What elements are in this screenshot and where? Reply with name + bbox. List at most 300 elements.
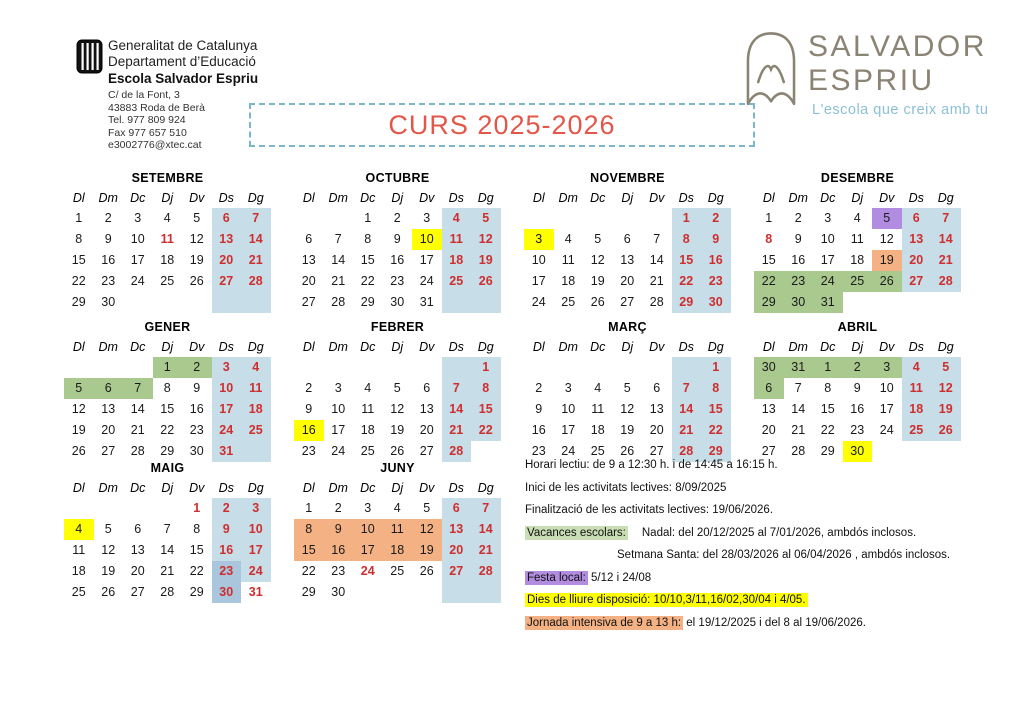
month-calendar-juny xyxy=(294,461,501,603)
day-cell xyxy=(64,498,94,519)
day-cell: 5 xyxy=(104,522,112,536)
day-cell: 16 xyxy=(390,253,405,267)
day-cell xyxy=(843,292,873,313)
day-cell: 30 xyxy=(101,295,116,309)
day-cell: 10 xyxy=(130,232,145,246)
month-title: GENER xyxy=(144,320,191,334)
day-cell: 26 xyxy=(872,271,902,292)
day-cell: 14 xyxy=(471,519,501,540)
day-cell: 23 xyxy=(301,444,316,458)
day-cell: 13 xyxy=(442,519,472,540)
day-cell: 8 xyxy=(672,229,702,250)
day-cell: 23 xyxy=(850,423,865,437)
day-cell: 10 xyxy=(331,402,346,416)
day-cell xyxy=(471,292,501,313)
day-cell: 26 xyxy=(620,444,635,458)
school-name: Escola Salvador Espriu xyxy=(108,71,259,86)
day-cell: 19 xyxy=(471,250,501,271)
day-of-week-header: Dm xyxy=(98,481,118,495)
day-cell: 4 xyxy=(902,357,932,378)
day-cell xyxy=(471,441,501,462)
day-cell: 24 xyxy=(360,564,375,578)
day-of-week-header: Dg xyxy=(247,191,264,205)
month-calendar-novembre xyxy=(524,171,731,313)
day-cell: 21 xyxy=(331,274,346,288)
day-cell: 17 xyxy=(419,253,434,267)
day-cell: 18 xyxy=(360,423,375,437)
day-cell: 17 xyxy=(241,540,271,561)
day-of-week-header: Ds xyxy=(218,340,234,354)
day-cell: 5 xyxy=(393,381,401,395)
day-cell: 19 xyxy=(189,253,204,267)
day-cell: 30 xyxy=(784,292,814,313)
day-cell: 19 xyxy=(872,250,902,271)
day-cell: 27 xyxy=(620,295,635,309)
day-cell xyxy=(182,292,212,313)
day-cell: 9 xyxy=(193,381,201,395)
month-calendar-abril xyxy=(754,320,961,462)
day-of-week-header: Dg xyxy=(477,481,494,495)
day-of-week-header: Dl xyxy=(762,340,775,354)
day-cell: 3 xyxy=(334,381,342,395)
day-of-week-header: Dl xyxy=(72,340,85,354)
day-of-week-header: Dg xyxy=(707,191,724,205)
legend-text: Inici de les activitats lectives: 8/09/2025 xyxy=(525,481,727,494)
day-of-week-header: Dg xyxy=(707,340,724,354)
day-cell xyxy=(123,357,153,378)
day-of-week-header: Dc xyxy=(360,191,376,205)
day-cell: 20 xyxy=(442,540,472,561)
day-cell: 6 xyxy=(212,208,242,229)
month-calendar-setembre xyxy=(64,171,271,313)
day-cell: 21 xyxy=(931,250,961,271)
day-cell: 4 xyxy=(64,519,94,540)
day-cell: 22 xyxy=(71,274,86,288)
day-of-week-header: Dv xyxy=(649,191,665,205)
day-cell: 29 xyxy=(301,585,316,599)
day-cell: 5 xyxy=(193,211,201,225)
day-cell: 12 xyxy=(879,232,894,246)
day-cell: 12 xyxy=(620,402,635,416)
day-cell: 13 xyxy=(902,229,932,250)
day-cell: 6 xyxy=(94,378,124,399)
day-cell: 24 xyxy=(130,274,145,288)
day-cell: 23 xyxy=(189,423,204,437)
day-cell: 7 xyxy=(471,498,501,519)
address-email: e3002776@xtec.cat xyxy=(108,139,202,151)
day-of-week-header: Dm xyxy=(558,340,578,354)
day-cell: 22 xyxy=(672,271,702,292)
day-cell: 26 xyxy=(471,271,501,292)
day-cell xyxy=(524,208,554,229)
day-cell: 10 xyxy=(212,378,242,399)
day-cell: 15 xyxy=(160,402,175,416)
course-title-box xyxy=(249,103,755,147)
day-cell: 17 xyxy=(212,399,242,420)
day-cell: 23 xyxy=(212,561,242,582)
day-cell: 8 xyxy=(701,378,731,399)
day-cell: 11 xyxy=(902,378,932,399)
day-cell xyxy=(153,292,183,313)
day-cell: 3 xyxy=(212,357,242,378)
day-cell: 3 xyxy=(241,498,271,519)
legend-text: Horari lectiu: de 9 a 12:30 h. i de 14:45 a 16:15 h. xyxy=(525,459,778,471)
day-cell: 1 xyxy=(75,211,83,225)
day-cell: 22 xyxy=(301,564,316,578)
day-cell xyxy=(931,292,961,313)
legend-highlight: Vacances escolars: xyxy=(527,526,626,539)
day-cell: 1 xyxy=(364,211,372,225)
day-cell: 9 xyxy=(853,381,861,395)
day-cell xyxy=(554,208,584,229)
day-cell: 2 xyxy=(393,211,401,225)
day-cell: 19 xyxy=(412,540,442,561)
day-of-week-header: Dl xyxy=(72,191,85,205)
month-grid xyxy=(524,337,731,462)
day-cell: 14 xyxy=(672,399,702,420)
day-of-week-header: Dc xyxy=(590,340,606,354)
month-title: SETEMBRE xyxy=(131,171,204,185)
day-cell: 1 xyxy=(153,357,183,378)
day-cell: 27 xyxy=(130,585,145,599)
day-cell: 3 xyxy=(524,229,554,250)
day-cell: 30 xyxy=(843,441,873,462)
day-cell: 28 xyxy=(442,441,472,462)
org-name: Generalitat de Catalunya xyxy=(108,38,258,53)
day-cell: 18 xyxy=(902,399,932,420)
legend-text: Finalització de les activitats lectives: 19/06/2026. xyxy=(525,504,774,516)
day-cell: 11 xyxy=(442,229,472,250)
month-title: ABRIL xyxy=(837,320,878,334)
day-cell: 16 xyxy=(701,250,731,271)
day-cell: 31 xyxy=(419,295,434,309)
day-cell xyxy=(613,357,643,378)
day-cell: 11 xyxy=(561,253,575,267)
day-cell: 22 xyxy=(820,423,835,437)
day-cell: 22 xyxy=(471,420,501,441)
day-cell: 17 xyxy=(561,423,576,437)
day-cell: 26 xyxy=(390,444,405,458)
day-cell: 29 xyxy=(189,585,204,599)
day-of-week-header: Dc xyxy=(130,191,146,205)
day-cell: 2 xyxy=(334,501,342,515)
address-tel: Tel. 977 809 924 xyxy=(108,114,186,126)
day-cell: 11 xyxy=(160,232,174,246)
month-title: DESEMBRE xyxy=(820,171,895,185)
day-of-week-header: Dj xyxy=(621,340,634,354)
day-cell: 24 xyxy=(531,295,546,309)
day-cell: 24 xyxy=(212,420,242,441)
day-cell: 18 xyxy=(160,253,175,267)
day-cell xyxy=(123,292,153,313)
day-cell: 10 xyxy=(561,402,576,416)
day-cell: 20 xyxy=(130,564,145,578)
day-of-week-header: Dm xyxy=(328,481,348,495)
day-cell: 9 xyxy=(794,232,802,246)
day-cell: 21 xyxy=(130,423,145,437)
day-cell: 10 xyxy=(531,253,546,267)
day-cell: 9 xyxy=(212,519,242,540)
month-calendar-febrer xyxy=(294,320,501,462)
day-cell: 2 xyxy=(535,381,543,395)
day-cell: 28 xyxy=(931,271,961,292)
day-cell: 16 xyxy=(212,540,242,561)
day-cell: 4 xyxy=(241,357,271,378)
day-of-week-header: Dv xyxy=(189,340,205,354)
day-cell: 14 xyxy=(331,253,346,267)
day-cell: 26 xyxy=(931,420,961,441)
day-cell: 15 xyxy=(71,253,86,267)
day-cell: 7 xyxy=(123,378,153,399)
month-title: MARÇ xyxy=(608,320,647,334)
day-cell: 23 xyxy=(531,444,546,458)
day-of-week-header: Dm xyxy=(788,191,808,205)
day-of-week-header: Dl xyxy=(762,191,775,205)
day-cell: 13 xyxy=(620,253,635,267)
day-cell xyxy=(471,582,501,603)
day-cell: 9 xyxy=(535,402,543,416)
day-cell: 20 xyxy=(419,423,434,437)
day-cell xyxy=(324,208,354,229)
day-cell: 27 xyxy=(761,444,776,458)
day-cell: 22 xyxy=(701,420,731,441)
day-cell: 30 xyxy=(189,444,204,458)
day-cell: 21 xyxy=(471,540,501,561)
day-cell: 2 xyxy=(104,211,112,225)
day-of-week-header: Dm xyxy=(98,340,118,354)
legend xyxy=(525,459,985,639)
day-cell: 11 xyxy=(591,402,605,416)
day-cell: 27 xyxy=(101,444,116,458)
day-cell: 15 xyxy=(672,250,702,271)
day-cell: 25 xyxy=(390,564,405,578)
legend-text: Nadal: del 20/12/2025 al 7/01/2026, ambdós inclosos. xyxy=(641,526,917,539)
day-cell: 20 xyxy=(902,250,932,271)
day-cell: 18 xyxy=(442,250,472,271)
day-of-week-header: Dg xyxy=(477,191,494,205)
day-of-week-header: Dl xyxy=(302,191,315,205)
day-cell: 17 xyxy=(353,540,383,561)
day-cell: 22 xyxy=(189,564,204,578)
day-of-week-header: Dv xyxy=(419,340,435,354)
day-cell: 16 xyxy=(531,423,546,437)
day-cell xyxy=(241,441,271,462)
day-of-week-header: Dl xyxy=(302,340,315,354)
day-cell: 3 xyxy=(134,211,142,225)
day-cell: 19 xyxy=(71,423,86,437)
day-cell: 27 xyxy=(301,295,316,309)
day-cell: 4 xyxy=(594,381,602,395)
day-cell: 6 xyxy=(305,232,313,246)
day-cell: 18 xyxy=(241,399,271,420)
legend-text: Setmana Santa: del 28/03/2026 al 06/04/2026 , ambdós inclosos. xyxy=(617,549,951,561)
day-cell: 12 xyxy=(931,378,961,399)
generalitat-seal-icon xyxy=(76,39,103,79)
day-cell: 29 xyxy=(754,292,784,313)
day-cell: 6 xyxy=(134,522,142,536)
day-cell: 29 xyxy=(701,441,731,462)
day-cell xyxy=(94,498,124,519)
month-calendar-octubre xyxy=(294,171,501,313)
day-cell xyxy=(642,208,672,229)
day-cell xyxy=(583,208,613,229)
day-cell: 29 xyxy=(672,292,702,313)
day-cell: 26 xyxy=(419,564,434,578)
day-of-week-header: Dg xyxy=(937,191,954,205)
day-cell: 27 xyxy=(902,271,932,292)
day-cell: 5 xyxy=(931,357,961,378)
day-of-week-header: Dj xyxy=(391,481,404,495)
legend-line xyxy=(525,572,985,585)
day-of-week-header: Dv xyxy=(649,340,665,354)
day-cell: 15 xyxy=(820,402,835,416)
day-cell: 25 xyxy=(241,420,271,441)
day-of-week-header: Dm xyxy=(328,340,348,354)
day-cell: 29 xyxy=(160,444,175,458)
month-calendar-marc xyxy=(524,320,731,462)
day-of-week-header: Dc xyxy=(820,191,836,205)
day-cell xyxy=(294,357,324,378)
legend-line xyxy=(525,504,985,517)
brand-tagline: L'escola que creix amb tu xyxy=(812,102,989,118)
day-cell: 14 xyxy=(931,229,961,250)
school-logo-icon xyxy=(739,28,803,113)
legend-line xyxy=(525,527,985,540)
day-cell: 8 xyxy=(193,522,201,536)
day-cell: 11 xyxy=(850,232,864,246)
day-cell xyxy=(324,357,354,378)
day-cell: 8 xyxy=(163,381,171,395)
day-cell: 25 xyxy=(360,444,375,458)
day-cell: 7 xyxy=(794,381,802,395)
day-of-week-header: Dv xyxy=(419,481,435,495)
day-cell: 29 xyxy=(820,444,835,458)
day-cell: 9 xyxy=(104,232,112,246)
month-calendar-maig xyxy=(64,461,271,603)
day-cell: 2 xyxy=(701,208,731,229)
day-cell xyxy=(524,357,554,378)
month-grid xyxy=(294,337,501,462)
day-of-week-header: Dv xyxy=(189,481,205,495)
day-cell: 11 xyxy=(72,543,86,557)
day-cell: 3 xyxy=(364,501,372,515)
day-of-week-header: Dm xyxy=(328,191,348,205)
day-cell xyxy=(353,582,383,603)
day-cell: 7 xyxy=(163,522,171,536)
day-cell: 16 xyxy=(791,253,806,267)
day-cell: 1 xyxy=(813,357,843,378)
day-cell: 16 xyxy=(850,402,865,416)
day-of-week-header: Dj xyxy=(391,191,404,205)
day-cell: 4 xyxy=(364,381,372,395)
day-cell: 30 xyxy=(754,357,784,378)
day-of-week-header: Dj xyxy=(851,191,864,205)
day-cell: 15 xyxy=(294,540,324,561)
day-cell: 17 xyxy=(331,423,346,437)
day-of-week-header: Dj xyxy=(161,481,174,495)
day-cell: 1 xyxy=(305,501,313,515)
day-of-week-header: Dj xyxy=(161,340,174,354)
day-cell: 25 xyxy=(442,271,472,292)
month-title: OCTUBRE xyxy=(365,171,430,185)
day-cell: 9 xyxy=(701,229,731,250)
day-cell: 9 xyxy=(324,519,354,540)
day-cell xyxy=(412,582,442,603)
day-cell: 4 xyxy=(853,211,861,225)
day-of-week-header: Ds xyxy=(448,340,464,354)
day-cell: 2 xyxy=(305,381,313,395)
legend-text: el 19/12/2025 i del 8 al 19/06/2026. xyxy=(683,616,866,629)
day-cell: 6 xyxy=(442,498,472,519)
day-cell xyxy=(442,582,472,603)
day-cell xyxy=(241,292,271,313)
day-cell: 17 xyxy=(820,253,835,267)
month-title: JUNY xyxy=(380,461,415,475)
day-cell: 2 xyxy=(843,357,873,378)
day-cell: 27 xyxy=(212,271,242,292)
day-cell: 23 xyxy=(784,271,814,292)
legend-line xyxy=(525,482,985,495)
day-cell: 1 xyxy=(193,501,201,515)
day-cell: 9 xyxy=(393,232,401,246)
day-cell: 18 xyxy=(561,274,576,288)
day-cell: 19 xyxy=(620,423,635,437)
day-cell: 25 xyxy=(561,295,576,309)
legend-line xyxy=(525,549,985,562)
day-cell: 14 xyxy=(649,253,664,267)
day-of-week-header: Dg xyxy=(477,340,494,354)
day-cell: 16 xyxy=(324,540,354,561)
day-cell: 29 xyxy=(71,295,86,309)
day-of-week-header: Dm xyxy=(788,340,808,354)
month-title: NOVEMBRE xyxy=(590,171,665,185)
day-of-week-header: Dv xyxy=(879,340,895,354)
day-cell: 5 xyxy=(623,381,631,395)
day-cell: 17 xyxy=(531,274,546,288)
day-cell: 7 xyxy=(241,208,271,229)
day-cell: 26 xyxy=(189,274,204,288)
month-calendar-desembre xyxy=(754,171,961,313)
day-cell: 11 xyxy=(383,519,413,540)
month-title: FEBRER xyxy=(370,320,425,334)
month-grid xyxy=(294,478,501,603)
day-cell: 13 xyxy=(212,229,242,250)
day-cell: 12 xyxy=(71,402,86,416)
day-of-week-header: Dc xyxy=(590,191,606,205)
day-cell: 19 xyxy=(390,423,405,437)
address-fax: Fax 977 657 510 xyxy=(108,126,187,139)
legend-highlight: Dies de lliure disposició: 10/10,3/11,16/02,30/04 i 4/05. xyxy=(527,594,806,606)
day-cell: 28 xyxy=(130,444,145,458)
day-cell: 5 xyxy=(64,378,94,399)
day-cell: 19 xyxy=(590,274,605,288)
day-cell: 1 xyxy=(765,211,773,225)
month-grid xyxy=(754,337,961,462)
day-cell: 24 xyxy=(561,444,576,458)
day-cell: 2 xyxy=(182,357,212,378)
day-cell: 7 xyxy=(672,378,702,399)
day-cell: 8 xyxy=(294,519,324,540)
day-cell: 15 xyxy=(189,543,204,557)
day-cell: 20 xyxy=(101,423,116,437)
day-cell: 15 xyxy=(360,253,375,267)
day-cell: 3 xyxy=(564,381,572,395)
day-cell: 4 xyxy=(442,208,472,229)
day-cell: 27 xyxy=(419,444,434,458)
day-cell: 16 xyxy=(294,420,324,441)
day-cell: 5 xyxy=(594,232,602,246)
day-cell xyxy=(902,292,932,313)
